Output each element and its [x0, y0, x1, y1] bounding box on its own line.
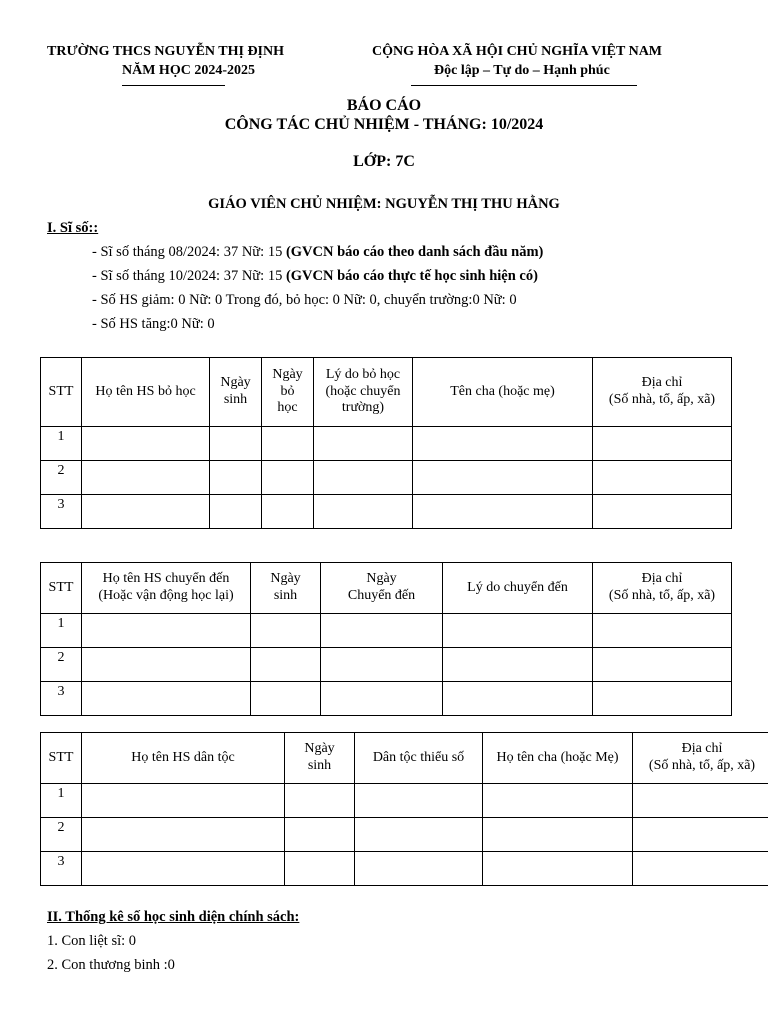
cell[interactable] — [483, 852, 633, 886]
nation-title: CỘNG HÒA XÃ HỘI CHỦ NGHĨA VIỆT NAM — [372, 44, 663, 59]
enrollment-line-2-note: (GVCN báo cáo thực tế học sinh hiện có) — [285, 268, 538, 284]
cell[interactable] — [210, 461, 262, 495]
row-number: 1 — [41, 427, 82, 461]
header-stt: STT — [41, 733, 82, 784]
table-row — [41, 461, 732, 495]
cell[interactable] — [413, 427, 593, 461]
cell[interactable] — [633, 852, 768, 886]
header-birth-date: Ngày sinh — [251, 563, 321, 614]
enrollment-line-2-text: - Sĩ số tháng 10/2024: 37 Nữ: 15 — [92, 268, 286, 284]
dropout-table — [40, 357, 732, 529]
cell[interactable] — [251, 682, 321, 716]
cell[interactable] — [314, 427, 413, 461]
cell[interactable] — [593, 461, 732, 495]
transfer-in-table-header — [41, 563, 732, 614]
cell[interactable] — [210, 495, 262, 529]
cell[interactable] — [262, 427, 314, 461]
cell[interactable] — [210, 427, 262, 461]
report-subtitle: CÔNG TÁC CHỦ NHIỆM - THÁNG: 10/2024 — [224, 116, 544, 133]
school-year-underline — [122, 85, 225, 86]
ethnic-students-table — [40, 732, 768, 886]
invalid-children-count: 2. Con thương binh :0 — [47, 957, 175, 973]
cell[interactable] — [593, 648, 732, 682]
cell[interactable] — [443, 614, 593, 648]
row-number: 2 — [41, 648, 82, 682]
table-row — [41, 682, 732, 716]
transfer-in-table — [40, 562, 732, 716]
enrollment-line-4: - Số HS tăng:0 Nữ: 0 — [92, 316, 215, 332]
cell[interactable] — [443, 648, 593, 682]
cell[interactable] — [82, 614, 251, 648]
cell[interactable] — [285, 818, 355, 852]
cell[interactable] — [82, 495, 210, 529]
cell[interactable] — [593, 614, 732, 648]
cell[interactable] — [321, 682, 443, 716]
homeroom-teacher: GIÁO VIÊN CHỦ NHIỆM: NGUYỄN THỊ THU HẰNG — [208, 196, 560, 212]
section2-heading: II. Thống kê số học sinh diện chính sách: — [47, 909, 300, 925]
cell[interactable] — [262, 461, 314, 495]
section1-heading: I. Sĩ số:: — [47, 220, 99, 236]
cell[interactable] — [82, 427, 210, 461]
cell[interactable] — [82, 852, 285, 886]
cell[interactable] — [82, 648, 251, 682]
cell[interactable] — [314, 461, 413, 495]
table-row — [41, 648, 732, 682]
cell[interactable] — [413, 461, 593, 495]
header-student-name: Họ tên HS chuyển đến (Hoặc vận động học lại) — [82, 563, 251, 614]
header-stt: STT — [41, 358, 82, 427]
header-parent-name: Tên cha (hoặc mẹ) — [413, 358, 593, 427]
cell[interactable] — [593, 427, 732, 461]
enrollment-line-1-text: - Sĩ số tháng 08/2024: 37 Nữ: 15 — [92, 244, 286, 260]
cell[interactable] — [633, 784, 768, 818]
cell[interactable] — [82, 461, 210, 495]
cell[interactable] — [443, 682, 593, 716]
row-number: 2 — [41, 818, 82, 852]
row-number: 3 — [41, 495, 82, 529]
row-number: 2 — [41, 461, 82, 495]
cell[interactable] — [355, 818, 483, 852]
dropout-table-header — [41, 358, 732, 427]
motto-underline — [411, 85, 637, 86]
motto: Độc lập – Tự do – Hạnh phúc — [434, 63, 610, 78]
cell[interactable] — [321, 614, 443, 648]
cell[interactable] — [355, 784, 483, 818]
header-parent-name: Họ tên cha (hoặc Mẹ) — [483, 733, 633, 784]
header-dropout-reason: Lý do bỏ học (hoặc chuyển trường) — [314, 358, 413, 427]
cell[interactable] — [314, 495, 413, 529]
enrollment-line-2 — [92, 268, 538, 285]
cell[interactable] — [285, 784, 355, 818]
school-name: TRƯỜNG THCS NGUYỄN THỊ ĐỊNH — [47, 44, 285, 59]
report-title: BÁO CÁO — [346, 97, 422, 114]
cell[interactable] — [593, 495, 732, 529]
class-label: LỚP: 7C — [353, 153, 415, 170]
header-transfer-date: Ngày Chuyển đến — [321, 563, 443, 614]
header-transfer-reason: Lý do chuyển đến — [443, 563, 593, 614]
table-row — [41, 495, 732, 529]
enrollment-line-1-note: (GVCN báo cáo theo danh sách đầu năm) — [285, 244, 544, 260]
header-address: Địa chỉ (Số nhà, tổ, ấp, xã) — [633, 733, 768, 784]
header-student-name: Họ tên HS bỏ học — [82, 358, 210, 427]
table-row — [41, 614, 732, 648]
cell[interactable] — [483, 818, 633, 852]
header-address: Địa chỉ (Số nhà, tổ, ấp, xã) — [593, 563, 732, 614]
header-dropout-date: Ngày bỏ học — [262, 358, 314, 427]
header-birth-date: Ngày sinh — [210, 358, 262, 427]
cell[interactable] — [82, 818, 285, 852]
header-student-name: Họ tên HS dân tộc — [82, 733, 285, 784]
cell[interactable] — [633, 818, 768, 852]
row-number: 3 — [41, 852, 82, 886]
cell[interactable] — [413, 495, 593, 529]
table-row — [41, 818, 768, 852]
ethnic-students-table-header — [41, 733, 768, 784]
cell[interactable] — [251, 614, 321, 648]
school-year: NĂM HỌC 2024-2025 — [122, 63, 255, 78]
cell[interactable] — [321, 648, 443, 682]
cell[interactable] — [355, 852, 483, 886]
header-ethnicity: Dân tộc thiểu số — [355, 733, 483, 784]
header-birth-date: Ngày sinh — [285, 733, 355, 784]
cell[interactable] — [483, 784, 633, 818]
table-row — [41, 784, 768, 818]
cell[interactable] — [262, 495, 314, 529]
martyr-children-count: 1. Con liệt sĩ: 0 — [47, 933, 137, 949]
header-stt: STT — [41, 563, 82, 614]
enrollment-line-3: - Số HS giảm: 0 Nữ: 0 Trong đó, bỏ học: 0 Nữ: 0, chuyển trường:0 Nữ: 0 — [92, 292, 517, 308]
row-number: 1 — [41, 614, 82, 648]
table-row — [41, 852, 768, 886]
row-number: 1 — [41, 784, 82, 818]
cell[interactable] — [82, 784, 285, 818]
cell[interactable] — [82, 682, 251, 716]
header-address: Địa chỉ (Số nhà, tổ, ấp, xã) — [593, 358, 732, 427]
enrollment-line-1 — [92, 244, 543, 261]
row-number: 3 — [41, 682, 82, 716]
table-row — [41, 427, 732, 461]
cell[interactable] — [251, 648, 321, 682]
cell[interactable] — [285, 852, 355, 886]
cell[interactable] — [593, 682, 732, 716]
